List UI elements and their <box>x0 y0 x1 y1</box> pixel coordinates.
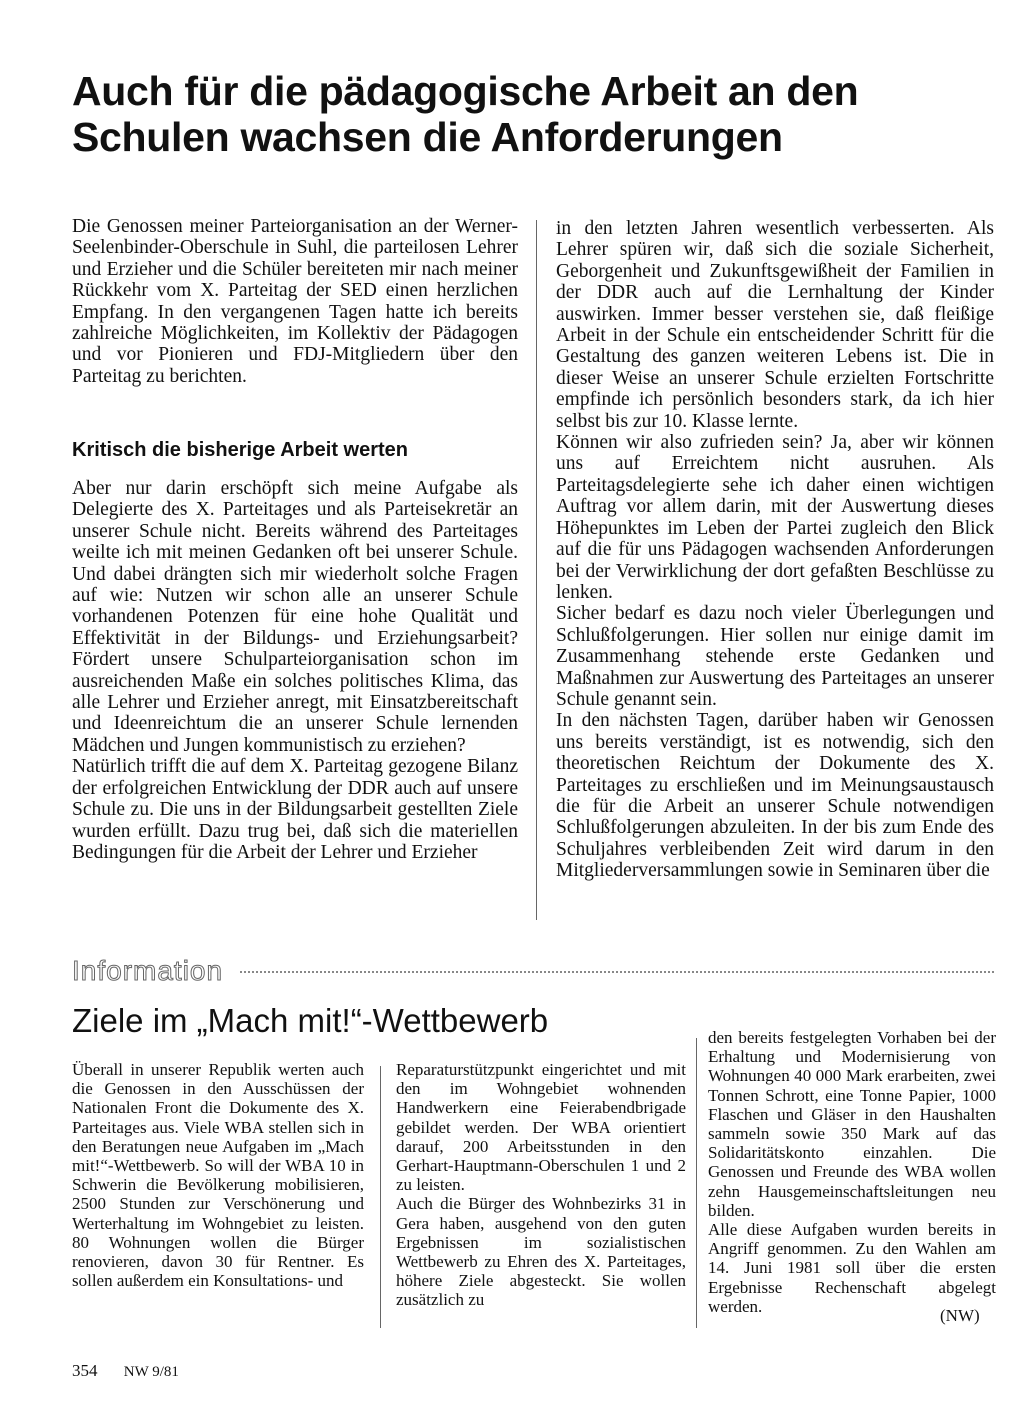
article-column-left-bottom <box>72 478 518 863</box>
info-box-label: Information <box>72 955 224 986</box>
info-paragraph: Reparaturstützpunkt eingerichtet und mit den im Wohngebiet wohnenden Handwerkern eine Feierabendbrigade gebildet werden. Der WBA orientiert darauf, 200 Arbeitsstunden in den Gerhart-Hauptmann-Oberschulen 1 und 2 zu leisten. <box>396 1060 686 1195</box>
info-column-1 <box>72 1060 364 1290</box>
article-column-left-top <box>72 216 518 387</box>
article-paragraph: in den letzten Jahren wesentlich verbesserten. Als Lehrer spüren wir, daß sich die soziale Sicherheit, Geborgenheit und Zukunftsgewißheit der Familien in der DDR auch auf die Lernhaltung der Kinder auswirken. Immer besser verstehen sie, daß fleißige Arbeit in der Schule ein entscheidender Schritt für die Gestaltung des ganzen weiteren Lebens ist. Die in dieser Weise an unserer Schule erzielten Fortschritte empfinde ich persönlich besonders stark, da ich hier selbst bis zur 10. Klasse lernte. <box>556 218 994 432</box>
info-box-dotted-rule <box>240 971 994 973</box>
article-column-right <box>556 218 994 882</box>
info-paragraph: Auch die Bürger des Wohnbezirks 31 in Gera haben, ausgehend von den guten Ergebnissen im sozialistischen Wettbewerb zu Ehren des X. Parteitages, höhere Ziele abgesteckt. Sie wollen zusätzlich zu <box>396 1194 686 1310</box>
article-intro-paragraph: Die Genossen meiner Parteiorganisation an der Werner-Seelenbinder-Oberschule in Suhl, die parteilosen Lehrer und Erzieher und die Schüler bereiteten mir nach meiner Rückkehr vom X. Parteitag der SED einen herzlichen Empfang. In den vergangenen Tagen hatte ich bereits zahlreiche Möglichkeiten, im Kollektiv der Pädagogen und vor Pionieren und FDJ-Mitgliedern über den Parteitag zu berichten. <box>72 216 518 387</box>
article-paragraph: Sicher bedarf es dazu noch vieler Überlegungen und Schlußfolgerungen. Hier sollen nur einige damit im Zusammenhang stehende erste Gedanken und Maßnahmen zur Auswertung des Parteitages an unserer Schule genannt sein. <box>556 603 994 710</box>
info-column-3 <box>708 1028 996 1316</box>
article-paragraph: In den nächsten Tagen, darüber haben wir Genossen uns bereits verständigt, ist es notwendig, sich den theoretischen Reichtum der Dokumente des X. Parteitages zu erschließen und im Meinungsaustausch die für die Arbeit an unserer Schule notwendigen Schlußfolgerungen abzuleiten. In der bis zum Ende des Schuljahres verbleibenden Zeit wird darum in den Mitgliederversammlungen sowie in Seminaren über die <box>556 710 994 882</box>
column-divider <box>536 220 537 920</box>
page-footer <box>72 1361 179 1382</box>
info-column-2 <box>396 1060 686 1310</box>
article-headline: Auch für die pädagogische Arbeit an den Schulen wachsen die Anforderungen <box>72 68 859 160</box>
info-box-signature: (NW) <box>940 1306 980 1325</box>
info-column-divider <box>696 1038 697 1328</box>
info-box-title: Ziele im „Mach mit!“-Wettbewerb <box>72 1002 549 1039</box>
issue-label: NW 9/81 <box>123 1364 179 1380</box>
article-paragraph: Können wir also zufrieden sein? Ja, aber wir können uns auf Erreichtem nicht ausruhen. Als Parteitagsdelegierte sehe ich daher einen wichtigen Auftrag vor allem darin, mit der Auswertung dieses Höhepunktes im Leben der Partei zugleich den Blick auf die für uns Pädagogen wachsenden Anforderungen bei der Verwirklichung der dort gefaßten Beschlüsse zu lenken. <box>556 432 994 603</box>
info-paragraph: Alle diese Aufgaben wurden bereits in Angriff genommen. Zu den Wahlen am 14. Juni 1981 soll über die ersten Ergebnisse Rechenschaft abgelegt werden. <box>708 1220 996 1316</box>
article-subheading: Kritisch die bisherige Arbeit werten <box>72 439 409 461</box>
article-paragraph: Aber nur darin erschöpft sich meine Aufgabe als Delegierte des X. Parteitages und als Parteisekretär an unserer Schule nicht. Bereits während des Parteitages weilte ich mit meinen Gedanken oft bei unserer Schule. Und dabei drängten sich mir wiederholt solche Fragen auf wie: Nutzen wir schon alle an unserer Schule vorhandenen Potenzen für eine hohe Qualität und Effektivität in der Bildungs- und Erziehungsarbeit? Fördert unsere Schulparteiorganisation schon im ausreichenden Maße ein solches politisches Klima, das alle Lehrer und Erzieher anregt, mit Einsatzbereitschaft und Ideenreichtum die an unserer Schule lernenden Mädchen und Jungen kommunistisch zu erziehen? <box>72 478 518 756</box>
info-paragraph: Überall in unserer Republik werten auch die Genossen in den Ausschüssen der Nationalen Front die Dokumente des X. Parteitages aus. Viele WBA stellen sich in den Beratungen neue Aufgaben im „Mach mit!“-Wettbewerb. So will der WBA 10 in Schwerin die Bevölkerung mobilisieren, 2500 Stunden zur Verschönerung und Werterhaltung im Wohngebiet zu leisten. 80 Wohnungen wollen die Bürger renovieren, davon 30 für Rentner. Es sollen außerdem ein Konsultations- und <box>72 1060 364 1291</box>
info-column-divider <box>380 1066 381 1328</box>
info-paragraph: den bereits festgelegten Vorhaben bei der Erhaltung und Modernisierung von Wohnungen 40 000 Mark erarbeiten, zwei Tonnen Schrott, eine Tonne Papier, 1000 Flaschen und Gläser in den Haushalten sammeln sowie 350 Mark auf das Solidaritätskonto einzahlen. Die Genossen und Freunde des WBA wollen zehn Hausgemeinschaftsleitungen neu bilden. <box>708 1028 996 1220</box>
article-paragraph: Natürlich trifft die auf dem X. Parteitag gezogene Bilanz der erfolgreichen Entwicklung der DDR auch auf unsere Schule zu. Die uns in der Bildungsarbeit gestellten Ziele wurden erfüllt. Dazu trug bei, daß sich die materiellen Bedingungen für die Arbeit der Lehrer und Erzieher <box>72 756 518 863</box>
page-number: 354 <box>72 1361 98 1380</box>
